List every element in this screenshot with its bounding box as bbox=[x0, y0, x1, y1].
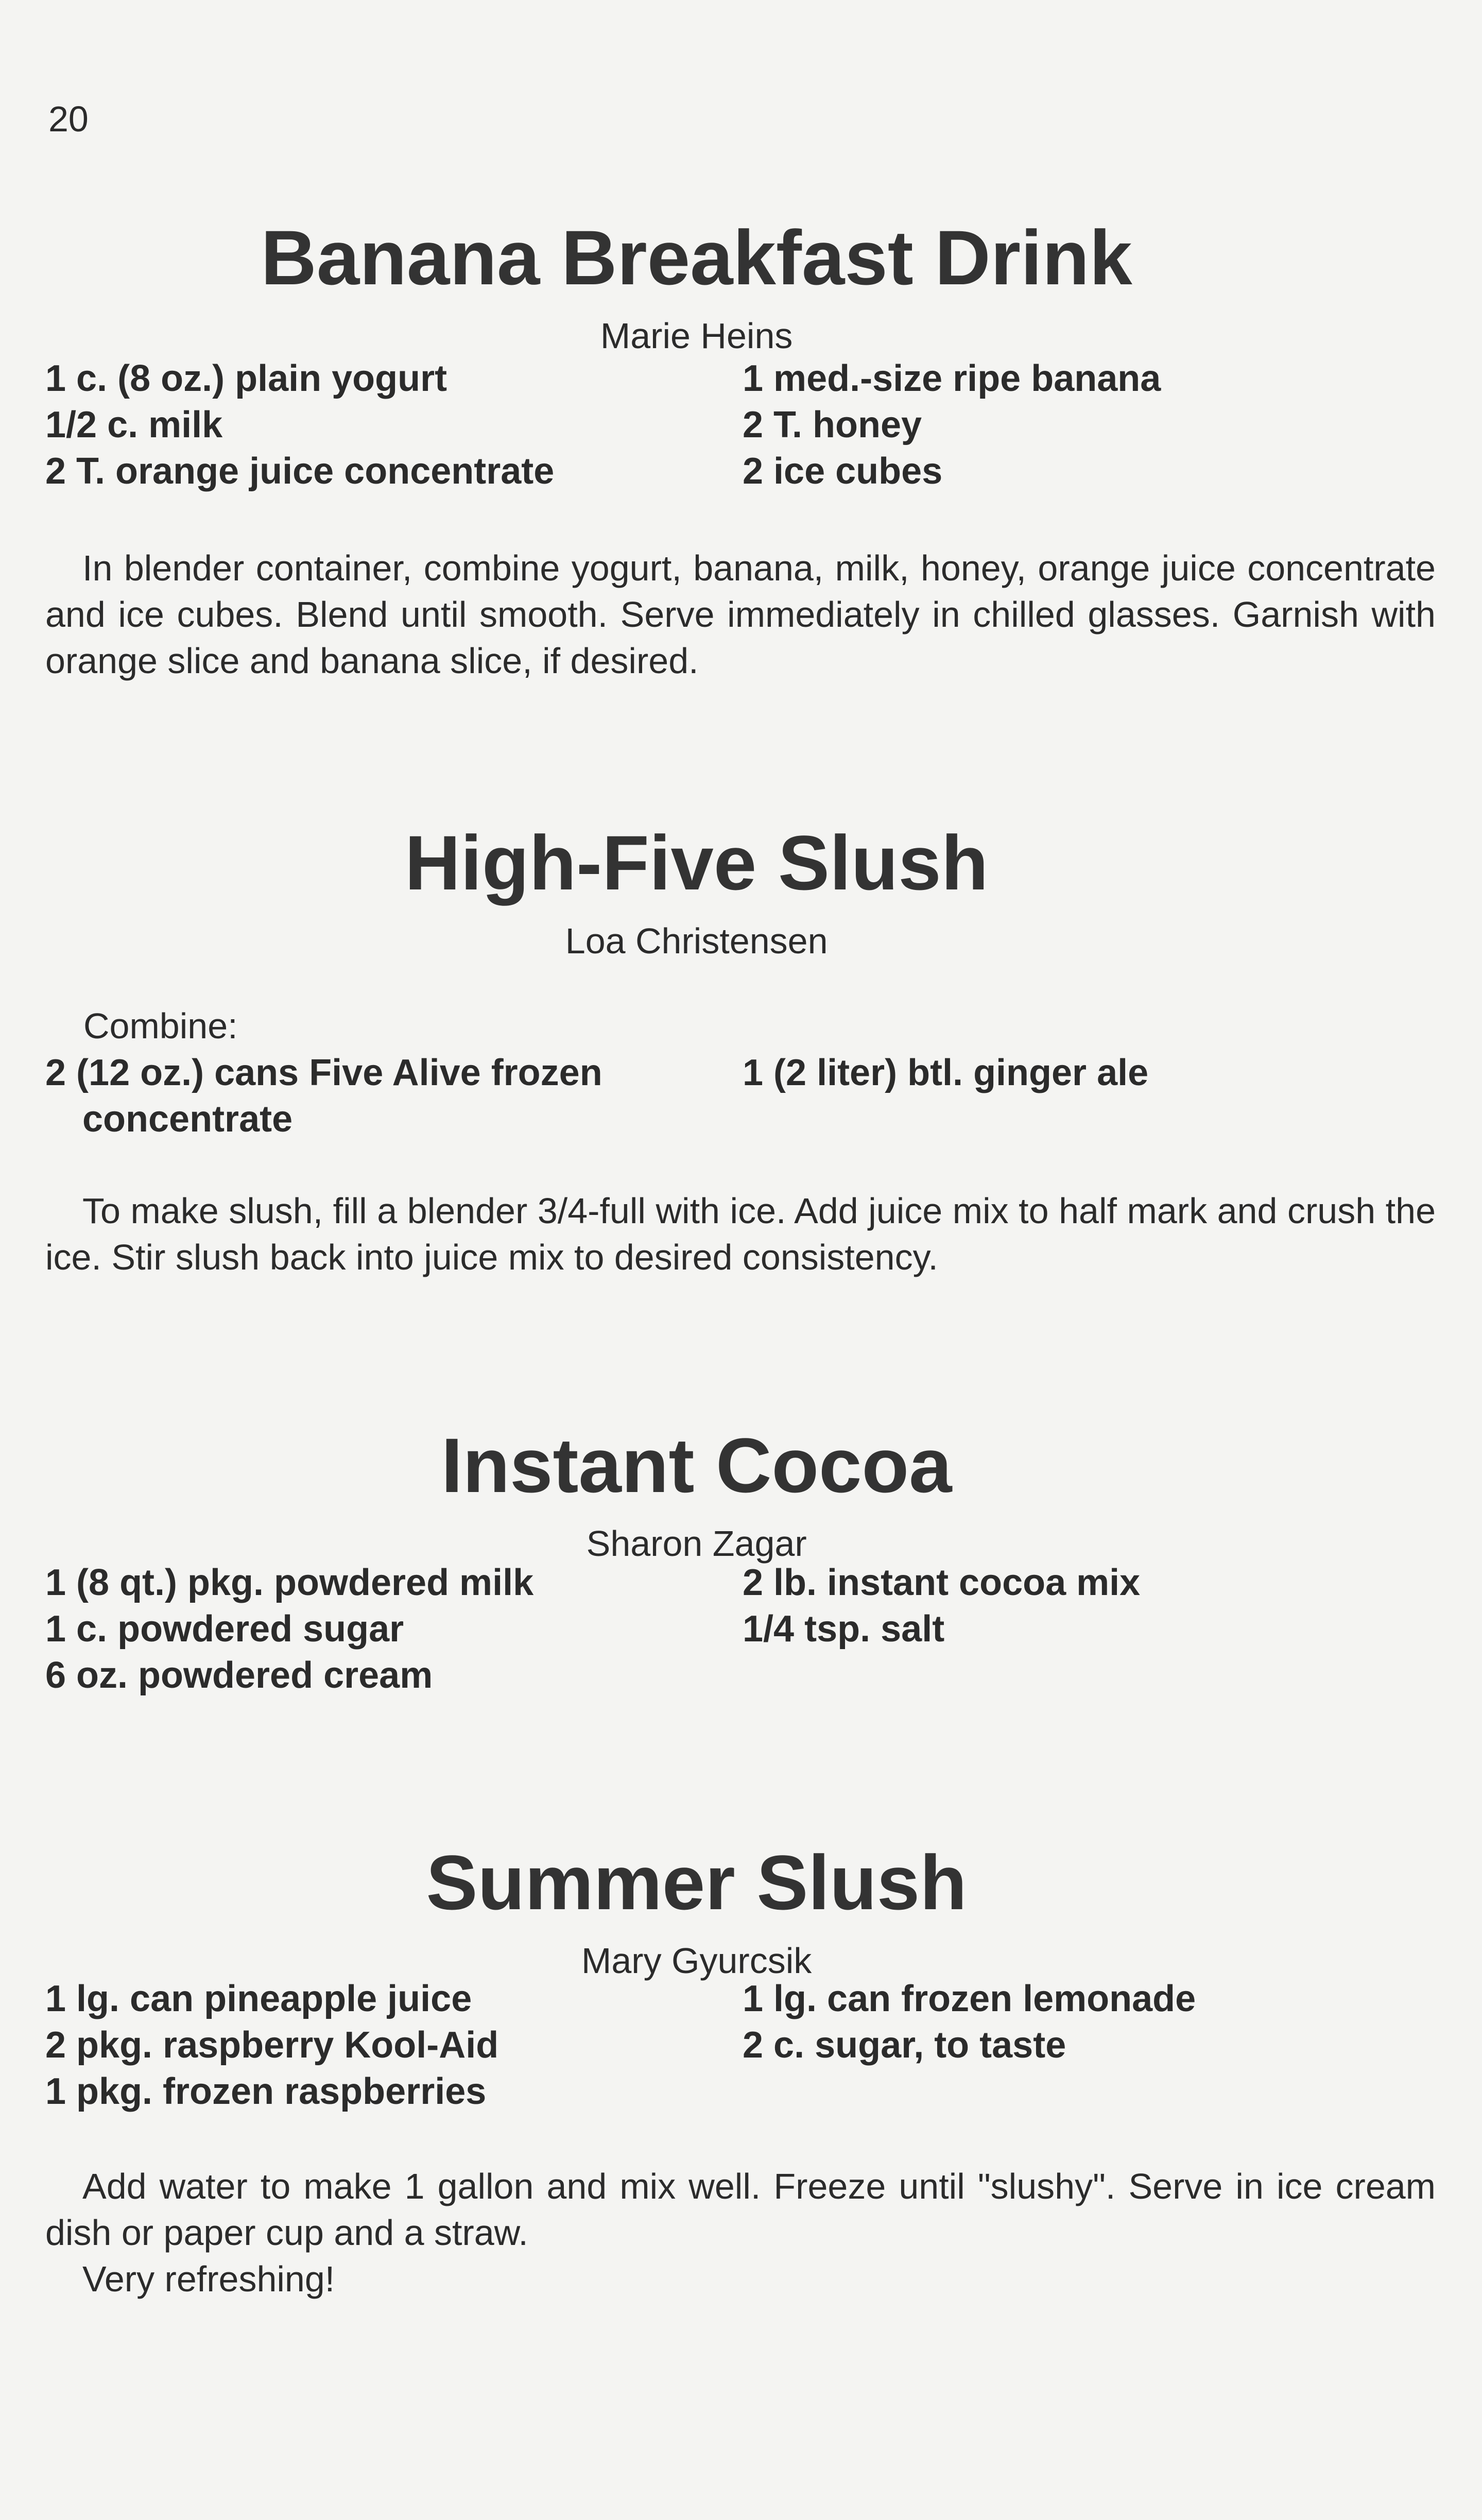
ingredients-left bbox=[45, 1050, 704, 1142]
directions-paragraph: Very refreshing! bbox=[82, 2259, 335, 2299]
recipe-author: Mary Gyurcsik bbox=[581, 1941, 812, 1981]
ingredient: 1/2 c. milk bbox=[45, 404, 223, 445]
ingredient: 2 T. honey bbox=[743, 404, 922, 445]
recipe-author: Loa Christensen bbox=[565, 921, 828, 961]
ingredient: 2 (12 oz.) cans Five Alive frozen bbox=[45, 1052, 602, 1093]
ingredients-left bbox=[45, 355, 704, 494]
recipe-banana-breakfast-drink bbox=[0, 214, 1482, 356]
ingredients-left bbox=[45, 1559, 704, 1699]
ingredients-right bbox=[743, 1559, 1412, 1652]
ingredient: 6 oz. powdered cream bbox=[45, 1655, 433, 1696]
ingredient: 1 lg. can pineapple juice bbox=[45, 1978, 472, 2019]
ingredients-right bbox=[743, 1050, 1412, 1096]
ingredient: 1 lg. can frozen lemonade bbox=[743, 1978, 1196, 2019]
directions-paragraph: To make slush, fill a blender 3/4-full with ice. Add juice mix to half mark and crush the ice. Stir slush back into juice mix to desired consistency. bbox=[45, 1191, 1436, 1277]
ingredients-left bbox=[45, 1976, 704, 2115]
recipe-high-five-slush bbox=[0, 819, 1482, 961]
ingredients-right bbox=[743, 1976, 1412, 2068]
recipe-summer-slush bbox=[0, 1839, 1482, 1981]
recipe-title: Banana Breakfast Drink bbox=[261, 214, 1132, 301]
ingredient: 1 pkg. frozen raspberries bbox=[45, 2071, 487, 2112]
ingredient: 1 (2 liter) btl. ginger ale bbox=[743, 1052, 1149, 1093]
ingredient: 1/4 tsp. salt bbox=[743, 1608, 945, 1650]
combine-label: Combine: bbox=[83, 1006, 238, 1046]
ingredient: 1 med.-size ripe banana bbox=[743, 358, 1161, 399]
ingredient: 1 c. (8 oz.) plain yogurt bbox=[45, 358, 447, 399]
recipe-author: Sharon Zagar bbox=[586, 1523, 807, 1564]
ingredient: 2 pkg. raspberry Kool-Aid bbox=[45, 2025, 499, 2066]
recipe-title: Instant Cocoa bbox=[441, 1422, 952, 1508]
ingredient: 2 lb. instant cocoa mix bbox=[743, 1562, 1141, 1603]
directions-paragraph: In blender container, combine yogurt, banana, milk, honey, orange juice concentrate and ice cubes. Blend until smooth. Serve immediately in chilled glasses. Garnish with orange slice and banana slice, if desired. bbox=[45, 548, 1436, 681]
ingredient-continued: concentrate bbox=[82, 1099, 293, 1140]
ingredient: 2 ice cubes bbox=[743, 451, 943, 492]
ingredient: 2 c. sugar, to taste bbox=[743, 2025, 1066, 2066]
ingredient: 2 T. orange juice concentrate bbox=[45, 451, 555, 492]
directions bbox=[45, 1188, 1436, 1280]
recipe-title: Summer Slush bbox=[426, 1839, 967, 1926]
recipe-instant-cocoa bbox=[0, 1422, 1482, 1564]
ingredients-right bbox=[743, 355, 1412, 494]
directions-paragraph: Add water to make 1 gallon and mix well. Freeze until "slushy". Serve in ice cream dish or paper cup and a straw. bbox=[45, 2166, 1436, 2253]
directions bbox=[45, 2163, 1436, 2302]
directions bbox=[45, 545, 1436, 684]
recipe-title: High-Five Slush bbox=[404, 819, 989, 906]
ingredient: 1 (8 qt.) pkg. powdered milk bbox=[45, 1562, 534, 1603]
recipe-author: Marie Heins bbox=[600, 316, 793, 356]
ingredient: 1 c. powdered sugar bbox=[45, 1608, 404, 1650]
page-number: 20 bbox=[48, 99, 89, 139]
